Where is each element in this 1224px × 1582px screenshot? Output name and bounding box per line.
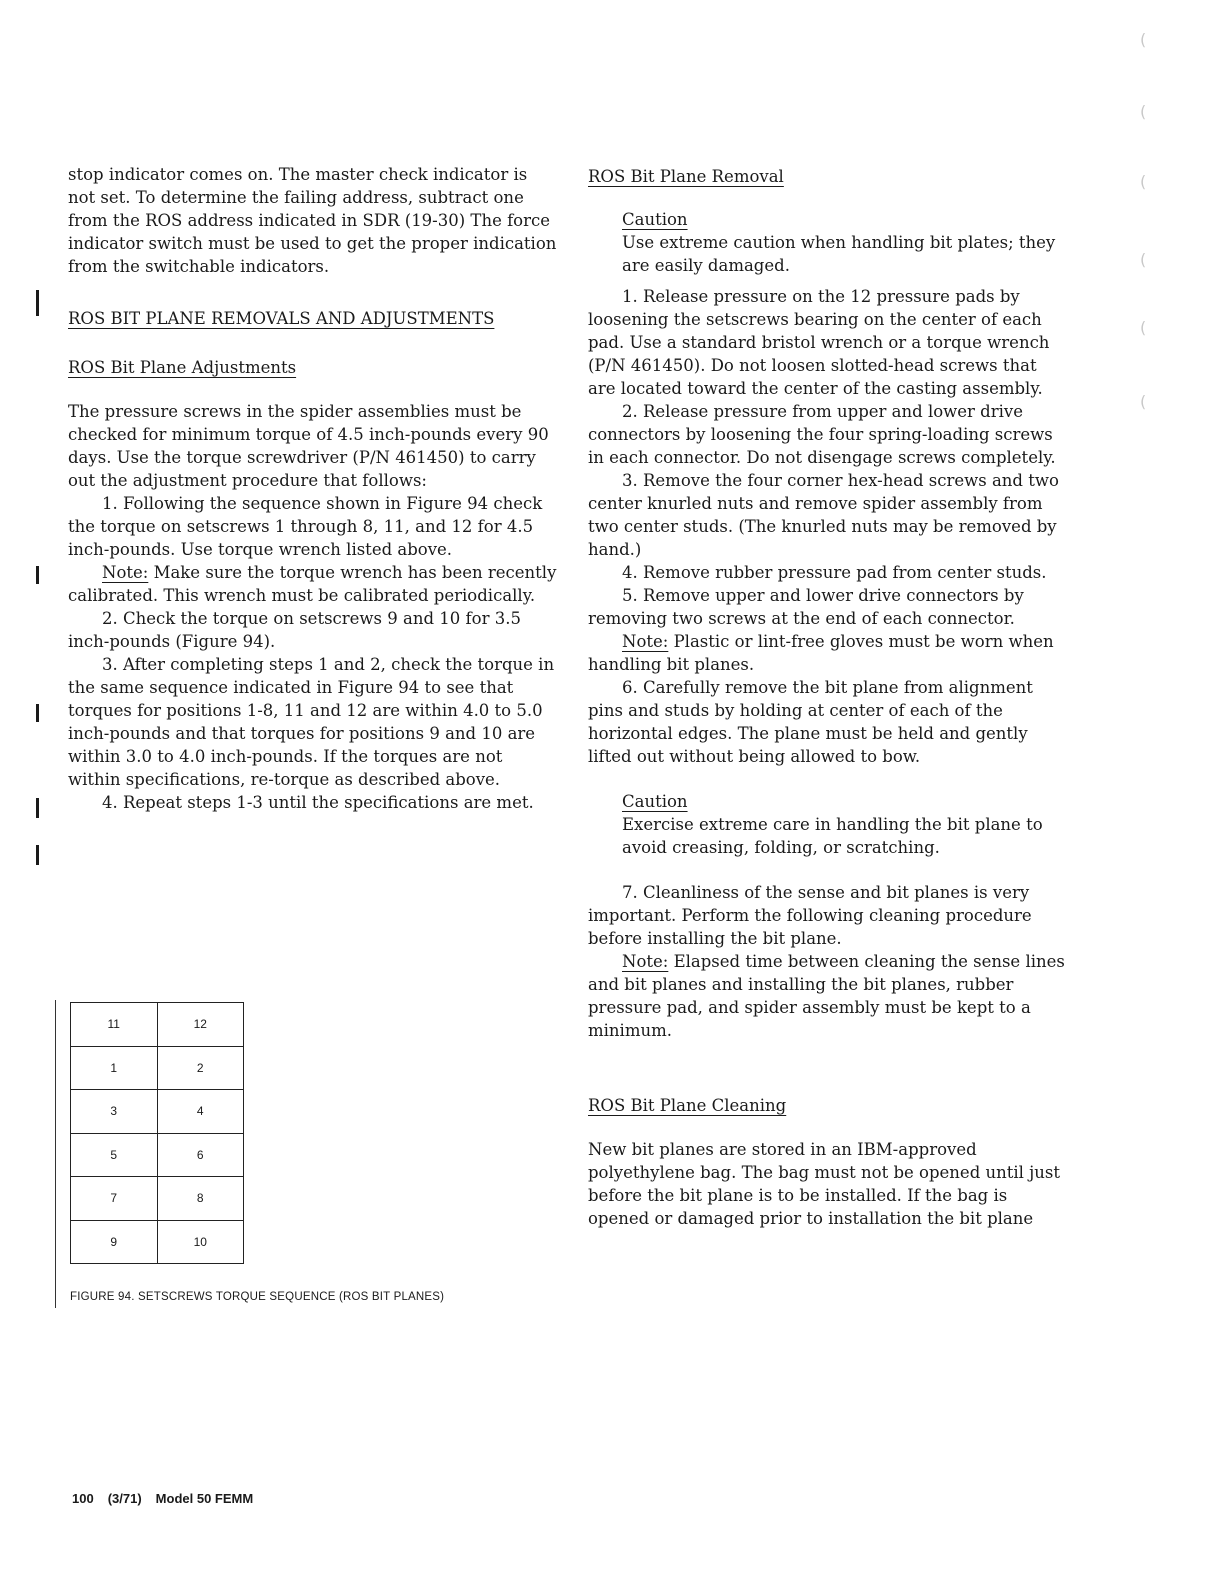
figure-cell: 8 — [157, 1177, 244, 1220]
footer-title: Model 50 FEMM — [155, 1491, 254, 1506]
footer-date: (3/71) — [107, 1491, 142, 1506]
adjust-step-3: 3. After completing steps 1 and 2, check the torque in the same sequence indicated in Figure 94 to see that torques for positions 1-8, 11 and 12 are within 4.0 to 5.0 inch-pounds and that torques for positions 9 and 10 are within 3.0 to 4.0 inch-pounds. If the torques are not within specifications, re-torque as described above. — [68, 655, 555, 789]
figure-cell: 4 — [157, 1090, 244, 1133]
figure-cell: 10 — [157, 1221, 244, 1264]
punch-hole-mark: ( — [1140, 102, 1147, 121]
section-heading: ROS BIT PLANE REMOVALS AND ADJUSTMENTS — [68, 309, 495, 328]
adjustments-heading: ROS Bit Plane Adjustments — [68, 358, 297, 377]
adjust-step-4: 4. Repeat steps 1-3 until the specifications are met. — [102, 793, 534, 812]
caution-block-2 — [588, 790, 1066, 859]
punch-hole-mark: ( — [1140, 30, 1147, 49]
note-text: Make sure the torque wrench has been recently calibrated. This wrench must be calibrated periodically. — [68, 563, 557, 605]
note-text: Elapsed time between cleaning the sense lines and bit planes and installing the bit planes, rubber pressure pad, and spider assembly must be kept to a minimum. — [588, 952, 1065, 1040]
removal-step-2: 2. Release pressure from upper and lower drive connectors by loosening the four spring-loading screws in each connector. Do not disengage screws completely. — [588, 402, 1056, 467]
change-bar — [36, 704, 39, 722]
punch-hole-mark: ( — [1140, 392, 1147, 411]
figure-row — [71, 1003, 243, 1046]
change-bar — [36, 845, 39, 865]
figure-row — [71, 1089, 243, 1133]
note-text: Plastic or lint-free gloves must be worn when handling bit planes. — [588, 632, 1054, 674]
removal-step-7: 7. Cleanliness of the sense and bit planes is very important. Perform the following cleaning procedure before installing the bit plane. — [588, 883, 1032, 948]
caution-label: Caution — [622, 210, 688, 229]
punch-hole-mark: ( — [1140, 250, 1147, 269]
intro-paragraph: stop indicator comes on. The master check indicator is not set. To determine the failing address, subtract one from the ROS address indicated in SDR (19-30) The force indicator switch must be used to get the proper indication from the switchable indicators. — [68, 165, 557, 276]
adjust-step-2: 2. Check the torque on setscrews 9 and 10 for 3.5 inch-pounds (Figure 94). — [68, 609, 521, 651]
punch-hole-mark: ( — [1140, 172, 1147, 191]
change-bar — [36, 290, 39, 316]
figure-cell: 12 — [157, 1003, 244, 1046]
removal-step-1: 1. Release pressure on the 12 pressure pads by loosening the setscrews bearing on the center of each pad. Use a standard bristol wrench or a torque wrench (P/N 461450). Do not loosen slotted-head screws that are located toward the center of the casting assembly. — [588, 287, 1050, 398]
right-column — [588, 165, 1066, 1230]
figure-cell: 6 — [157, 1134, 244, 1177]
caution-text: Use extreme caution when handling bit plates; they are easily damaged. — [622, 233, 1056, 275]
removal-step-4: 4. Remove rubber pressure pad from center studs. — [622, 563, 1047, 582]
figure-cell: 5 — [110, 1147, 118, 1162]
adjustments-paragraph: The pressure screws in the spider assemblies must be checked for minimum torque of 4.5 inch-pounds every 90 days. Use the torque screwdriver (P/N 461450) to carry out the adjustment procedure that follows: — [68, 402, 549, 490]
figure-caption: FIGURE 94. SETSCREWS TORQUE SEQUENCE (ROS BIT PLANES) — [70, 1291, 445, 1303]
page-number: 100 — [72, 1491, 94, 1506]
figure-row — [71, 1220, 243, 1264]
figure-row — [71, 1046, 243, 1090]
page-footer — [72, 1491, 253, 1506]
figure-cell: 1 — [110, 1060, 118, 1075]
removal-note — [588, 630, 1066, 676]
cleaning-note — [588, 950, 1066, 1042]
adjust-note-1 — [68, 561, 558, 607]
cleaning-heading: ROS Bit Plane Cleaning — [588, 1096, 787, 1115]
caution-block-1 — [588, 208, 1066, 277]
figure-cell: 3 — [110, 1104, 118, 1119]
figure-cell: 7 — [110, 1191, 118, 1206]
removal-step-5: 5. Remove upper and lower drive connectors by removing two screws at the end of each connector. — [588, 586, 1024, 628]
figure-cell: 9 — [110, 1234, 118, 1249]
figure-row — [71, 1133, 243, 1177]
change-bar — [36, 566, 39, 584]
note-label: Note: — [622, 632, 669, 651]
change-bar — [36, 798, 39, 818]
removal-step-6: 6. Carefully remove the bit plane from alignment pins and studs by holding at center of each of the horizontal edges. The plane must be held and gently lifted out without being allowed to bow. — [588, 678, 1033, 766]
cleaning-paragraph: New bit planes are stored in an IBM-approved polyethylene bag. The bag must not be opened until just before the bit plane is to be installed. If the bag is opened or damaged prior to installation the bit plane — [588, 1140, 1061, 1228]
note-label: Note: — [102, 563, 149, 582]
removal-step-3: 3. Remove the four corner hex-head screws and two center knurled nuts and remove spider assembly from two center studs. (The knurled nuts may be removed by hand.) — [588, 471, 1059, 559]
left-column — [68, 163, 558, 814]
figure-margin-line — [55, 1000, 56, 1308]
figure-cell: 11 — [107, 1017, 120, 1032]
caution-label: Caution — [622, 792, 688, 811]
adjust-step-1: 1. Following the sequence shown in Figure 94 check the torque on setscrews 1 through 8, 11, and 12 for 4.5 inch-pounds. Use torque wrench listed above. — [68, 494, 543, 559]
figure-row — [71, 1176, 243, 1220]
figure-cell: 2 — [157, 1047, 244, 1090]
note-label: Note: — [622, 952, 669, 971]
caution-text: Exercise extreme care in handling the bit plane to avoid creasing, folding, or scratching. — [622, 815, 1043, 857]
removal-heading: ROS Bit Plane Removal — [588, 167, 784, 186]
punch-hole-mark: ( — [1140, 318, 1147, 337]
torque-sequence-figure — [70, 1002, 244, 1264]
